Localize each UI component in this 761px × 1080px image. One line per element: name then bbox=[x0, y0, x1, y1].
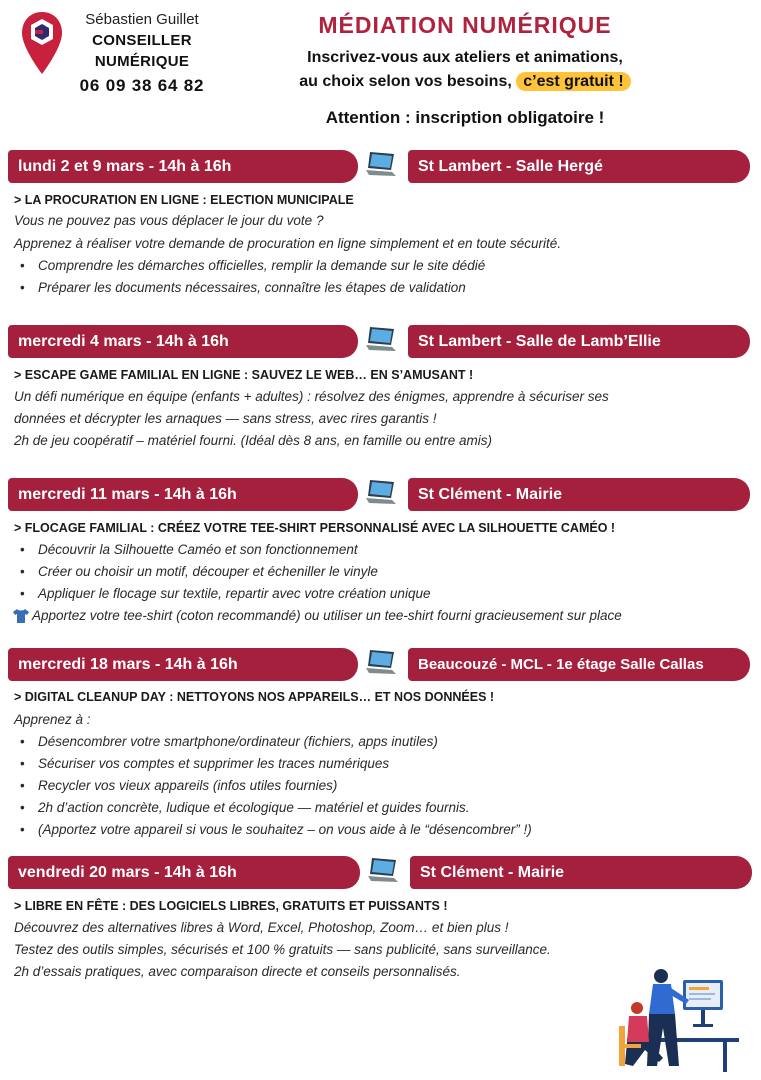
session-1-place-bar: St Lambert - Salle Hergé bbox=[408, 150, 750, 183]
session-3-note: Apportez votre tee-shirt (coton recommandé) ou utiliser un tee-shirt fourni gracieusement sur place bbox=[32, 608, 622, 623]
session-2-line: 2h de jeu coopératif – matériel fourni. (Idéal dès 8 ans, en famille ou entre amis) bbox=[14, 433, 493, 448]
session-4-line: Apprenez à : bbox=[14, 712, 91, 727]
tshirt-icon bbox=[12, 608, 30, 624]
session-5-place-bar: St Clément - Mairie bbox=[410, 856, 752, 889]
session-1-bullet: • Préparer les documents nécessaires, connaître les étapes de validation bbox=[14, 280, 466, 295]
session-4-bullet: • Recycler vos vieux appareils (infos utiles fournies) bbox=[14, 778, 337, 793]
laptop-icon bbox=[364, 150, 398, 180]
laptop-icon bbox=[364, 648, 398, 678]
session-3-heading: > FLOCAGE FAMILIAL : CRÉEZ VOTRE TEE-SHIRT PERSONNALISÉ AVEC LA SILHOUETTE CAMÉO ! bbox=[14, 521, 616, 535]
session-4-bullet: • (Apportez votre appareil si vous le souhaitez – on vous aide à le “désencombrer” !) bbox=[14, 822, 532, 837]
session-2-heading: > ESCAPE GAME FAMILIAL EN LIGNE : SAUVEZ LE WEB… EN S’AMUSANT ! bbox=[14, 368, 474, 382]
session-4-date-bar: mercredi 18 mars - 14h à 16h bbox=[8, 648, 358, 681]
session-3-place-bar: St Clément - Mairie bbox=[408, 478, 750, 511]
session-4-bullet: • Sécuriser vos comptes et supprimer les traces numériques bbox=[14, 756, 389, 771]
session-2-place-bar: St Lambert - Salle de Lamb’Ellie bbox=[408, 325, 750, 358]
people-at-computer-illustration-icon bbox=[619, 966, 739, 1074]
session-5-line: Découvrez des alternatives libres à Word, Excel, Photoshop, Zoom… et bien plus ! bbox=[14, 920, 509, 935]
session-3-bullet: • Découvrir la Silhouette Caméo et son fonctionnement bbox=[14, 542, 358, 557]
session-5-line: Testez des outils simples, sécurisés et 100 % gratuits — sans publicité, sans surveillance. bbox=[14, 942, 551, 957]
session-5-date-bar: vendredi 20 mars - 14h à 16h bbox=[8, 856, 360, 889]
registration-notice: Attention : inscription obligatoire ! bbox=[325, 108, 605, 127]
laptop-icon bbox=[366, 856, 400, 886]
advisor-role-line1: CONSEILLER bbox=[92, 32, 192, 49]
session-2-line: Un défi numérique en équipe (enfants + adultes) : résolvez des énigmes, apprendre à sécuriser ses bbox=[14, 389, 609, 404]
session-4-bullet: • Désencombrer votre smartphone/ordinateur (fichiers, apps inutiles) bbox=[14, 734, 438, 749]
session-2-date-bar: mercredi 4 mars - 14h à 16h bbox=[8, 325, 358, 358]
laptop-icon bbox=[364, 478, 398, 508]
session-1-line: Apprenez à réaliser votre demande de procuration en ligne simplement et en toute sécurité. bbox=[14, 236, 562, 251]
subtitle-line2-wrap bbox=[255, 70, 675, 94]
session-2-line: données et décrypter les arnaques — sans stress, avec rires garantis ! bbox=[14, 411, 437, 426]
session-4-heading: > DIGITAL CLEANUP DAY : NETTOYONS NOS APPAREILS… ET NOS DONNÉES ! bbox=[14, 690, 495, 704]
laptop-icon bbox=[364, 325, 398, 355]
advisor-role-line2: NUMÉRIQUE bbox=[94, 53, 190, 70]
session-1-date-bar: lundi 2 et 9 mars - 14h à 16h bbox=[8, 150, 358, 183]
subtitle-line2: au choix selon vos besoins, bbox=[299, 73, 512, 90]
page-title: MÉDIATION NUMÉRIQUE bbox=[318, 12, 612, 38]
subtitle-line1: Inscrivez-vous aux ateliers et animations, bbox=[307, 49, 623, 66]
contact-block bbox=[62, 10, 222, 96]
advisor-name: Sébastien Guillet bbox=[85, 11, 199, 28]
session-4-bullet: • 2h d’action concrète, ludique et écologique — matériel et guides fournis. bbox=[14, 800, 470, 815]
session-3-bullet: • Appliquer le flocage sur textile, repartir avec votre création unique bbox=[14, 586, 430, 601]
session-3-date-bar: mercredi 11 mars - 14h à 16h bbox=[8, 478, 358, 511]
session-3-bullet: • Créer ou choisir un motif, découper et écheniller le vinyle bbox=[14, 564, 378, 579]
session-5-line: 2h d’essais pratiques, avec comparaison directe et conseils personnalisés. bbox=[14, 964, 461, 979]
session-5-heading: > LIBRE EN FÊTE : DES LOGICIELS LIBRES, GRATUITS ET PUISSANTS ! bbox=[14, 899, 448, 913]
session-1-line: Vous ne pouvez pas vous déplacer le jour du vote ? bbox=[14, 213, 324, 228]
subtitle bbox=[255, 46, 675, 94]
advisor-phone[interactable]: 06 09 38 64 82 bbox=[79, 76, 205, 95]
session-1-bullet: • Comprendre les démarches officielles, remplir la demande sur le site dédié bbox=[14, 258, 485, 273]
session-1-heading: > LA PROCURATION EN LIGNE : ELECTION MUNICIPALE bbox=[14, 193, 354, 207]
location-pin-logo-icon bbox=[20, 10, 64, 76]
session-4-place-bar: Beaucouzé - MCL - 1e étage Salle Callas bbox=[408, 648, 750, 681]
free-badge: c’est gratuit ! bbox=[516, 72, 630, 91]
